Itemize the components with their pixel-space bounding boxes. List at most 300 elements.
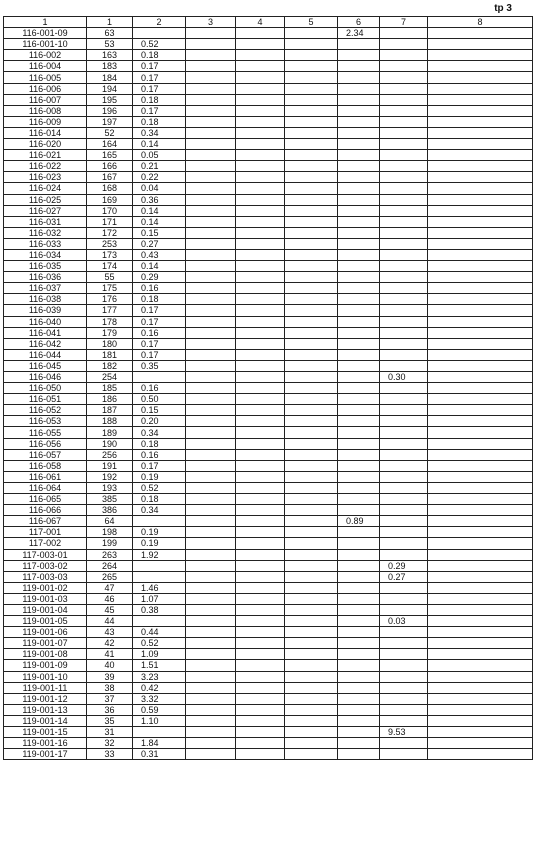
value-cell bbox=[285, 305, 338, 316]
value-cell bbox=[236, 349, 285, 360]
row-number-cell: 191 bbox=[87, 460, 133, 471]
value-cell bbox=[380, 116, 428, 127]
value-cell bbox=[285, 205, 338, 216]
value-cell bbox=[380, 582, 428, 593]
value-cell bbox=[380, 327, 428, 338]
table-row bbox=[4, 749, 533, 760]
row-number-cell: 256 bbox=[87, 449, 133, 460]
value-cell bbox=[236, 471, 285, 482]
row-number-cell: 177 bbox=[87, 305, 133, 316]
value-cell bbox=[380, 715, 428, 726]
value-cell bbox=[338, 571, 380, 582]
value-cell bbox=[186, 527, 236, 538]
row-number-cell: 183 bbox=[87, 61, 133, 72]
value-cell bbox=[236, 516, 285, 527]
value-cell bbox=[236, 416, 285, 427]
value-cell bbox=[338, 627, 380, 638]
value-cell bbox=[380, 627, 428, 638]
row-number-cell: 189 bbox=[87, 427, 133, 438]
row-number-cell: 47 bbox=[87, 582, 133, 593]
table-row bbox=[4, 28, 533, 39]
value-cell bbox=[428, 105, 533, 116]
value-cell bbox=[338, 360, 380, 371]
value-cell bbox=[236, 649, 285, 660]
value-cell bbox=[380, 471, 428, 482]
value-cell bbox=[285, 272, 338, 283]
value-cell: 0.27 bbox=[380, 571, 428, 582]
row-number-cell: 44 bbox=[87, 616, 133, 627]
value-cell: 0.18 bbox=[133, 294, 186, 305]
value-cell: 0.31 bbox=[133, 749, 186, 760]
value-cell bbox=[285, 671, 338, 682]
value-cell bbox=[380, 305, 428, 316]
row-number-cell: 195 bbox=[87, 94, 133, 105]
value-cell bbox=[285, 471, 338, 482]
row-number-cell: 63 bbox=[87, 28, 133, 39]
row-number-cell: 199 bbox=[87, 538, 133, 549]
value-cell bbox=[380, 172, 428, 183]
value-cell bbox=[380, 150, 428, 161]
value-cell bbox=[236, 660, 285, 671]
value-cell: 0.17 bbox=[133, 305, 186, 316]
value-cell bbox=[428, 727, 533, 738]
row-code-cell: 116-001-09 bbox=[4, 28, 87, 39]
value-cell bbox=[428, 593, 533, 604]
value-cell bbox=[380, 682, 428, 693]
value-cell: 0.17 bbox=[133, 83, 186, 94]
row-code-cell: 116-066 bbox=[4, 505, 87, 516]
value-cell bbox=[338, 471, 380, 482]
row-number-cell: 53 bbox=[87, 39, 133, 50]
table-row bbox=[4, 627, 533, 638]
value-cell: 0.16 bbox=[133, 283, 186, 294]
value-cell bbox=[186, 482, 236, 493]
value-cell bbox=[186, 749, 236, 760]
value-cell: 0.34 bbox=[133, 127, 186, 138]
value-cell bbox=[380, 527, 428, 538]
value-cell bbox=[338, 494, 380, 505]
value-cell bbox=[186, 227, 236, 238]
value-cell bbox=[236, 305, 285, 316]
value-cell bbox=[236, 604, 285, 615]
value-cell bbox=[285, 327, 338, 338]
row-code-cell: 119-001-03 bbox=[4, 593, 87, 604]
value-cell bbox=[236, 283, 285, 294]
value-cell bbox=[186, 416, 236, 427]
value-cell bbox=[338, 604, 380, 615]
row-number-cell: 169 bbox=[87, 194, 133, 205]
value-cell bbox=[285, 538, 338, 549]
table-row bbox=[4, 416, 533, 427]
row-code-cell: 119-001-16 bbox=[4, 738, 87, 749]
value-cell bbox=[285, 638, 338, 649]
value-cell bbox=[428, 28, 533, 39]
column-header: 4 bbox=[236, 17, 285, 28]
table-row bbox=[4, 127, 533, 138]
row-code-cell: 117-003-01 bbox=[4, 549, 87, 560]
value-cell bbox=[338, 83, 380, 94]
row-number-cell: 175 bbox=[87, 283, 133, 294]
table-row bbox=[4, 604, 533, 615]
value-cell bbox=[133, 616, 186, 627]
column-header: 7 bbox=[380, 17, 428, 28]
row-code-cell: 116-006 bbox=[4, 83, 87, 94]
row-code-cell: 117-003-02 bbox=[4, 560, 87, 571]
value-cell bbox=[338, 349, 380, 360]
value-cell bbox=[338, 327, 380, 338]
value-cell bbox=[428, 372, 533, 383]
value-cell bbox=[285, 183, 338, 194]
value-cell bbox=[338, 161, 380, 172]
value-cell bbox=[186, 305, 236, 316]
value-cell bbox=[186, 727, 236, 738]
value-cell bbox=[338, 139, 380, 150]
value-cell bbox=[186, 571, 236, 582]
table-row bbox=[4, 494, 533, 505]
value-cell bbox=[428, 94, 533, 105]
value-cell bbox=[338, 405, 380, 416]
row-code-cell: 116-039 bbox=[4, 305, 87, 316]
value-cell bbox=[338, 727, 380, 738]
table-row bbox=[4, 227, 533, 238]
value-cell bbox=[338, 294, 380, 305]
row-number-cell: 182 bbox=[87, 360, 133, 371]
value-cell bbox=[428, 360, 533, 371]
table-row bbox=[4, 449, 533, 460]
value-cell bbox=[380, 604, 428, 615]
value-cell bbox=[380, 238, 428, 249]
value-cell bbox=[285, 394, 338, 405]
value-cell bbox=[186, 405, 236, 416]
row-number-cell: 181 bbox=[87, 349, 133, 360]
value-cell bbox=[186, 349, 236, 360]
table-row bbox=[4, 338, 533, 349]
value-cell bbox=[236, 405, 285, 416]
value-cell: 0.14 bbox=[133, 139, 186, 150]
value-cell: 2.34 bbox=[338, 28, 380, 39]
value-cell bbox=[236, 61, 285, 72]
value-cell bbox=[428, 261, 533, 272]
value-cell bbox=[428, 538, 533, 549]
value-cell bbox=[236, 327, 285, 338]
row-code-cell: 116-037 bbox=[4, 283, 87, 294]
value-cell bbox=[338, 738, 380, 749]
value-cell bbox=[186, 660, 236, 671]
row-code-cell: 116-058 bbox=[4, 460, 87, 471]
value-cell bbox=[186, 150, 236, 161]
value-cell bbox=[338, 660, 380, 671]
row-number-cell: 55 bbox=[87, 272, 133, 283]
row-code-cell: 116-051 bbox=[4, 394, 87, 405]
value-cell bbox=[428, 327, 533, 338]
value-cell bbox=[338, 261, 380, 272]
value-cell bbox=[380, 394, 428, 405]
value-cell bbox=[285, 704, 338, 715]
row-code-cell: 116-061 bbox=[4, 471, 87, 482]
value-cell bbox=[380, 283, 428, 294]
value-cell bbox=[285, 383, 338, 394]
table-row bbox=[4, 571, 533, 582]
value-cell bbox=[133, 571, 186, 582]
value-cell bbox=[338, 693, 380, 704]
row-code-cell: 119-001-10 bbox=[4, 671, 87, 682]
table-row bbox=[4, 294, 533, 305]
value-cell bbox=[380, 94, 428, 105]
row-number-cell: 196 bbox=[87, 105, 133, 116]
value-cell bbox=[380, 205, 428, 216]
value-cell bbox=[338, 272, 380, 283]
value-cell bbox=[380, 693, 428, 704]
value-cell bbox=[428, 671, 533, 682]
value-cell bbox=[428, 704, 533, 715]
row-code-cell: 116-042 bbox=[4, 338, 87, 349]
value-cell: 0.22 bbox=[133, 172, 186, 183]
value-cell: 3.32 bbox=[133, 693, 186, 704]
value-cell bbox=[380, 704, 428, 715]
value-cell bbox=[338, 150, 380, 161]
row-number-cell: 64 bbox=[87, 516, 133, 527]
value-cell: 0.19 bbox=[133, 471, 186, 482]
value-cell: 0.52 bbox=[133, 482, 186, 493]
value-cell bbox=[236, 249, 285, 260]
column-header: 2 bbox=[133, 17, 186, 28]
value-cell bbox=[236, 72, 285, 83]
row-code-cell: 117-001 bbox=[4, 527, 87, 538]
row-number-cell: 42 bbox=[87, 638, 133, 649]
value-cell bbox=[285, 693, 338, 704]
row-number-cell: 188 bbox=[87, 416, 133, 427]
value-cell bbox=[186, 604, 236, 615]
value-cell bbox=[285, 715, 338, 726]
value-cell bbox=[186, 61, 236, 72]
value-cell bbox=[236, 593, 285, 604]
table-row bbox=[4, 405, 533, 416]
value-cell bbox=[285, 649, 338, 660]
value-cell: 0.14 bbox=[133, 261, 186, 272]
value-cell: 0.38 bbox=[133, 604, 186, 615]
value-cell bbox=[133, 516, 186, 527]
value-cell bbox=[285, 416, 338, 427]
page-number-label: tp 3 bbox=[494, 3, 512, 14]
row-code-cell: 116-002 bbox=[4, 50, 87, 61]
value-cell bbox=[338, 616, 380, 627]
value-cell bbox=[186, 394, 236, 405]
value-cell bbox=[338, 715, 380, 726]
value-cell: 0.52 bbox=[133, 638, 186, 649]
table-row bbox=[4, 616, 533, 627]
row-code-cell: 116-055 bbox=[4, 427, 87, 438]
value-cell bbox=[186, 283, 236, 294]
value-cell bbox=[285, 72, 338, 83]
value-cell bbox=[186, 294, 236, 305]
value-cell bbox=[285, 61, 338, 72]
row-code-cell: 116-052 bbox=[4, 405, 87, 416]
row-code-cell: 116-041 bbox=[4, 327, 87, 338]
table-row bbox=[4, 671, 533, 682]
value-cell bbox=[236, 338, 285, 349]
row-code-cell: 116-036 bbox=[4, 272, 87, 283]
value-cell: 0.17 bbox=[133, 316, 186, 327]
value-cell bbox=[380, 72, 428, 83]
value-cell bbox=[236, 272, 285, 283]
value-cell: 0.50 bbox=[133, 394, 186, 405]
value-cell bbox=[236, 738, 285, 749]
value-cell bbox=[285, 139, 338, 150]
value-cell bbox=[236, 749, 285, 760]
value-cell: 0.14 bbox=[133, 205, 186, 216]
row-number-cell: 194 bbox=[87, 83, 133, 94]
value-cell bbox=[186, 83, 236, 94]
value-cell bbox=[285, 372, 338, 383]
value-cell bbox=[236, 549, 285, 560]
value-cell bbox=[236, 227, 285, 238]
value-cell bbox=[428, 738, 533, 749]
value-cell bbox=[186, 538, 236, 549]
value-cell bbox=[428, 660, 533, 671]
table-row bbox=[4, 349, 533, 360]
value-cell bbox=[285, 616, 338, 627]
value-cell bbox=[285, 738, 338, 749]
row-code-cell: 117-002 bbox=[4, 538, 87, 549]
table-row bbox=[4, 471, 533, 482]
row-code-cell: 116-009 bbox=[4, 116, 87, 127]
row-number-cell: 178 bbox=[87, 316, 133, 327]
value-cell bbox=[186, 72, 236, 83]
row-code-cell: 119-001-08 bbox=[4, 649, 87, 660]
value-cell bbox=[338, 416, 380, 427]
table-row bbox=[4, 205, 533, 216]
table-row bbox=[4, 61, 533, 72]
value-cell: 0.30 bbox=[380, 372, 428, 383]
value-cell bbox=[428, 416, 533, 427]
value-cell bbox=[380, 360, 428, 371]
value-cell bbox=[236, 216, 285, 227]
value-cell bbox=[338, 704, 380, 715]
value-cell bbox=[428, 249, 533, 260]
value-cell: 0.05 bbox=[133, 150, 186, 161]
row-number-cell: 165 bbox=[87, 150, 133, 161]
value-cell bbox=[380, 427, 428, 438]
row-code-cell: 116-064 bbox=[4, 482, 87, 493]
value-cell bbox=[186, 183, 236, 194]
value-cell bbox=[338, 72, 380, 83]
value-cell bbox=[380, 39, 428, 50]
value-cell bbox=[380, 482, 428, 493]
column-header: 3 bbox=[186, 17, 236, 28]
value-cell: 3.23 bbox=[133, 671, 186, 682]
table-row bbox=[4, 238, 533, 249]
row-number-cell: 35 bbox=[87, 715, 133, 726]
value-cell: 1.51 bbox=[133, 660, 186, 671]
table-row bbox=[4, 394, 533, 405]
value-cell bbox=[236, 139, 285, 150]
value-cell: 0.17 bbox=[133, 72, 186, 83]
value-cell bbox=[428, 227, 533, 238]
value-cell bbox=[428, 549, 533, 560]
row-code-cell: 116-021 bbox=[4, 150, 87, 161]
value-cell bbox=[338, 638, 380, 649]
value-cell: 0.59 bbox=[133, 704, 186, 715]
row-code-cell: 116-020 bbox=[4, 139, 87, 150]
column-header: 1 bbox=[4, 17, 87, 28]
value-cell bbox=[236, 527, 285, 538]
row-code-cell: 116-044 bbox=[4, 349, 87, 360]
value-cell bbox=[380, 638, 428, 649]
value-cell bbox=[338, 183, 380, 194]
value-cell bbox=[285, 360, 338, 371]
row-code-cell: 117-003-03 bbox=[4, 571, 87, 582]
value-cell bbox=[338, 383, 380, 394]
value-cell: 0.19 bbox=[133, 538, 186, 549]
value-cell bbox=[186, 438, 236, 449]
value-cell bbox=[338, 238, 380, 249]
value-cell: 0.17 bbox=[133, 61, 186, 72]
value-cell bbox=[338, 61, 380, 72]
value-cell bbox=[338, 305, 380, 316]
value-cell bbox=[428, 194, 533, 205]
row-code-cell: 116-025 bbox=[4, 194, 87, 205]
value-cell bbox=[285, 560, 338, 571]
value-cell bbox=[186, 460, 236, 471]
value-cell bbox=[428, 116, 533, 127]
table-row bbox=[4, 116, 533, 127]
value-cell bbox=[428, 604, 533, 615]
value-cell bbox=[338, 227, 380, 238]
value-cell bbox=[428, 150, 533, 161]
value-cell bbox=[186, 327, 236, 338]
table-row bbox=[4, 372, 533, 383]
value-cell bbox=[285, 527, 338, 538]
value-cell bbox=[338, 205, 380, 216]
value-cell bbox=[380, 83, 428, 94]
value-cell bbox=[380, 438, 428, 449]
row-number-cell: 43 bbox=[87, 627, 133, 638]
value-cell bbox=[380, 505, 428, 516]
column-header: 1 bbox=[87, 17, 133, 28]
row-code-cell: 116-053 bbox=[4, 416, 87, 427]
value-cell: 0.20 bbox=[133, 416, 186, 427]
value-cell bbox=[338, 671, 380, 682]
row-number-cell: 41 bbox=[87, 649, 133, 660]
value-cell: 0.19 bbox=[133, 527, 186, 538]
value-cell: 0.44 bbox=[133, 627, 186, 638]
value-cell bbox=[428, 161, 533, 172]
value-cell bbox=[186, 372, 236, 383]
value-cell bbox=[380, 127, 428, 138]
row-code-cell: 116-014 bbox=[4, 127, 87, 138]
value-cell bbox=[338, 116, 380, 127]
row-number-cell: 171 bbox=[87, 216, 133, 227]
row-code-cell: 116-034 bbox=[4, 249, 87, 260]
value-cell bbox=[428, 560, 533, 571]
table-row bbox=[4, 427, 533, 438]
value-cell bbox=[236, 494, 285, 505]
table-row bbox=[4, 527, 533, 538]
value-cell bbox=[380, 349, 428, 360]
table-row bbox=[4, 105, 533, 116]
value-cell bbox=[380, 50, 428, 61]
value-cell bbox=[236, 582, 285, 593]
row-number-cell: 192 bbox=[87, 471, 133, 482]
value-cell bbox=[428, 482, 533, 493]
value-cell bbox=[186, 28, 236, 39]
row-number-cell: 168 bbox=[87, 183, 133, 194]
value-cell bbox=[285, 460, 338, 471]
row-number-cell: 166 bbox=[87, 161, 133, 172]
table-row bbox=[4, 283, 533, 294]
table-row bbox=[4, 150, 533, 161]
value-cell: 0.03 bbox=[380, 616, 428, 627]
